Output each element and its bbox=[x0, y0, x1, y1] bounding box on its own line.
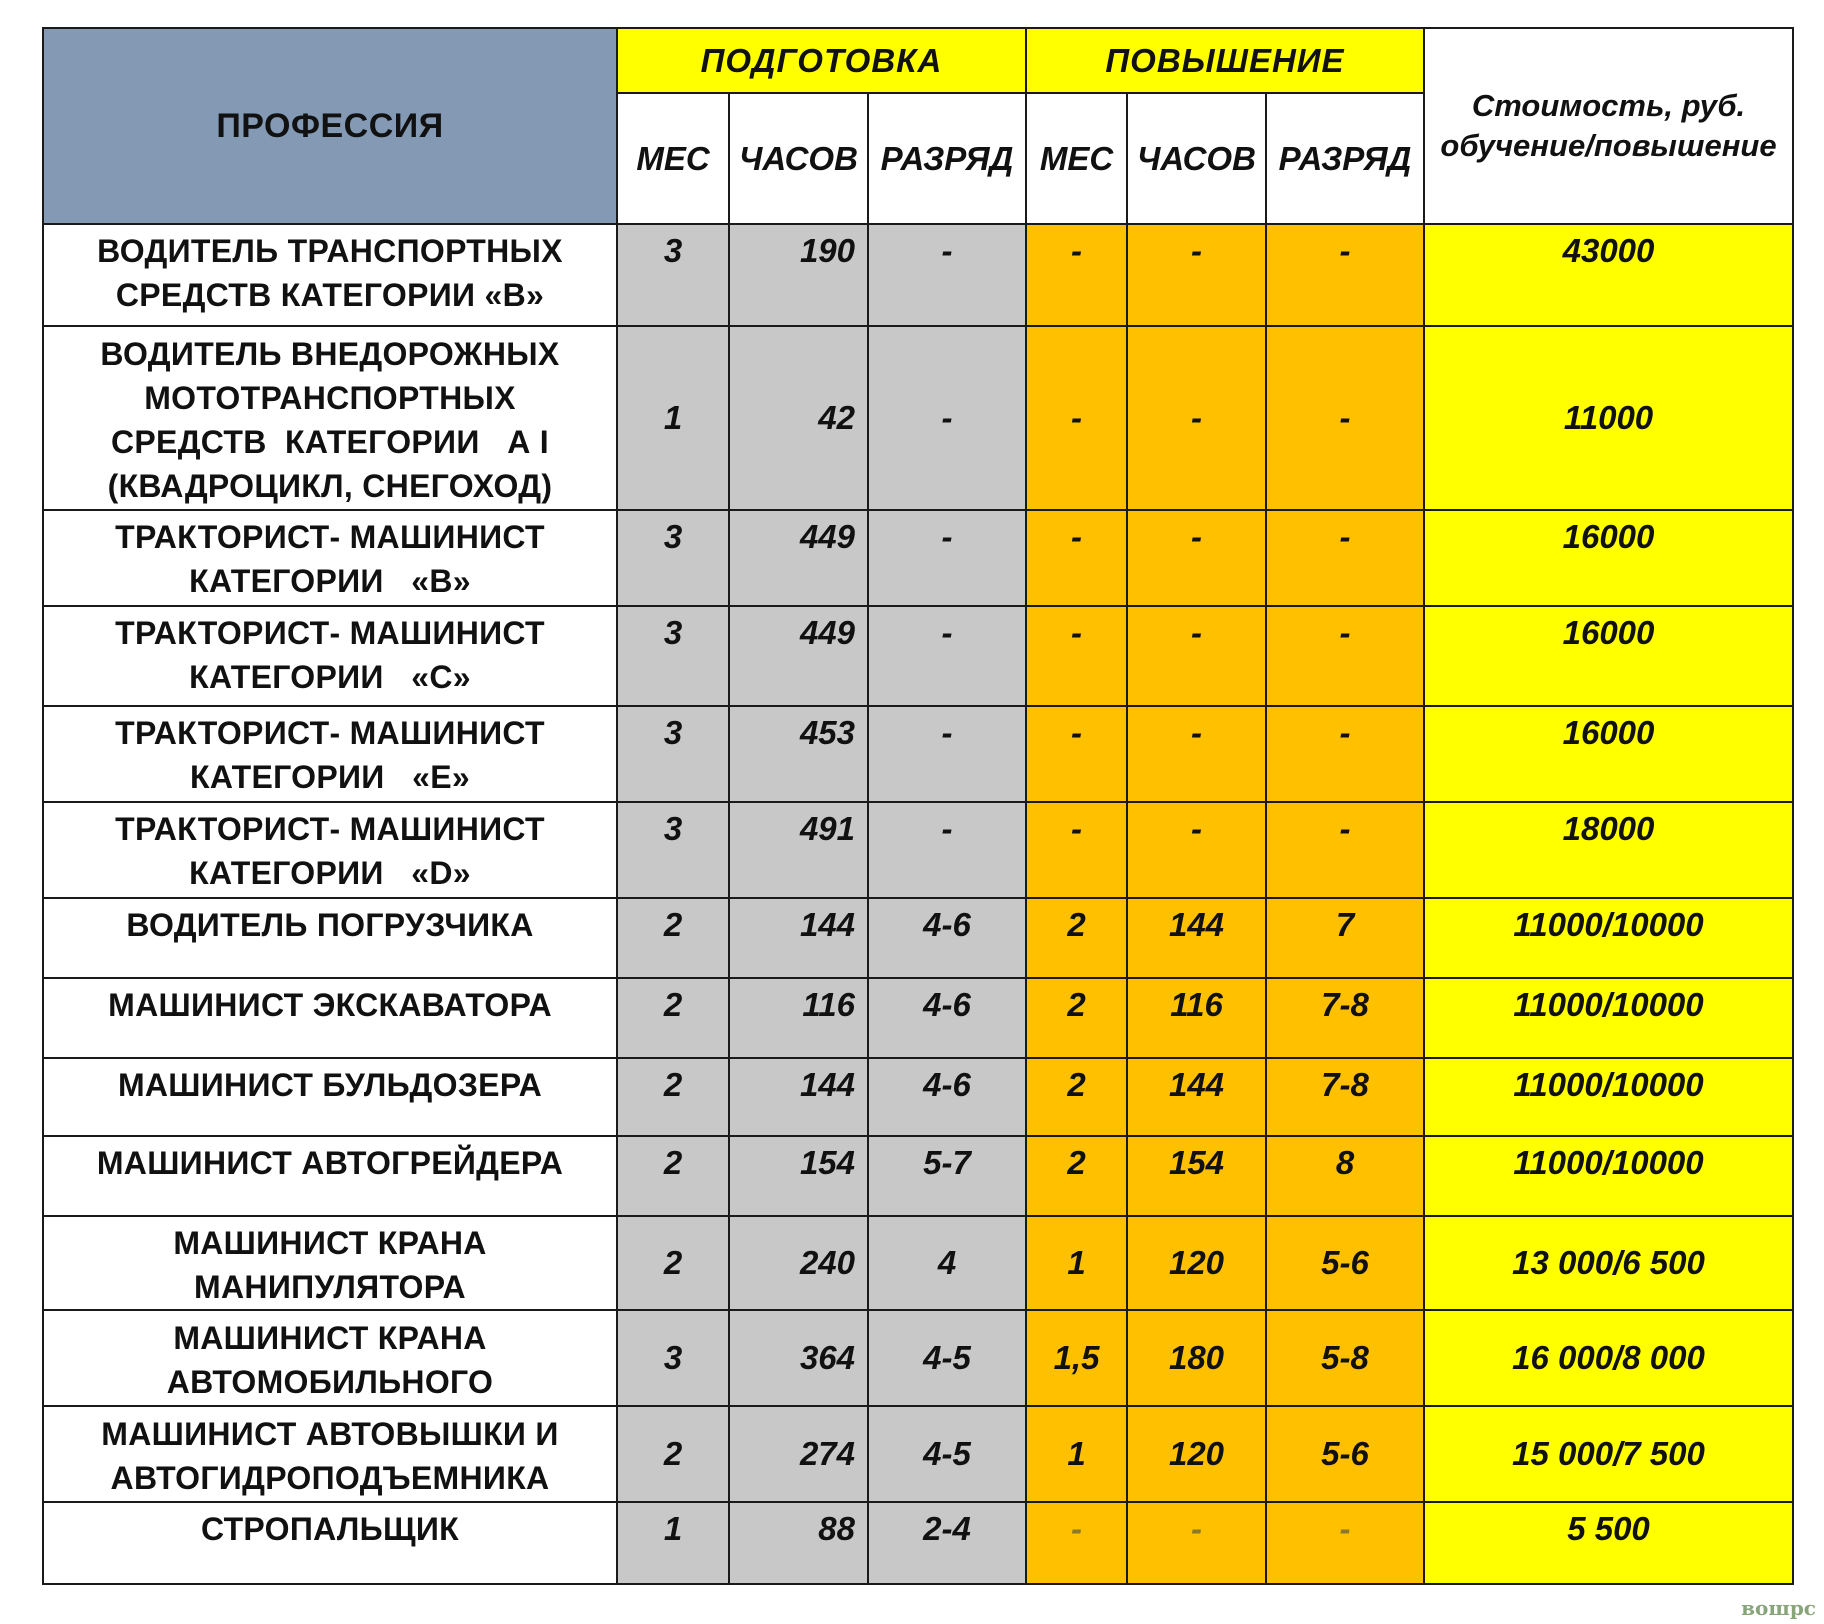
profession-line: АВТОГИДРОПОДЪЕМНИКА bbox=[110, 1460, 550, 1496]
upgrade-hours-cell: 120 bbox=[1127, 1216, 1266, 1310]
upgrade-grade-cell: 7-8 bbox=[1266, 978, 1424, 1058]
table-row bbox=[43, 898, 1793, 978]
upgrade-months-cell: - bbox=[1026, 802, 1127, 898]
profession-cell bbox=[43, 1310, 617, 1406]
upgrade-group-header: ПОВЫШЕНИЕ bbox=[1026, 28, 1424, 93]
cost-cell: 11000/10000 bbox=[1424, 1058, 1793, 1136]
upgrade-months-cell: - bbox=[1026, 510, 1127, 606]
upgrade-hours-cell: - bbox=[1127, 706, 1266, 802]
training-hours-cell: 453 bbox=[729, 706, 868, 802]
training-grade-cell: - bbox=[868, 510, 1026, 606]
training-hours-cell: 449 bbox=[729, 510, 868, 606]
training-grade-cell: 4-6 bbox=[868, 1058, 1026, 1136]
profession-line: МАШИНИСТ БУЛЬДОЗЕРА bbox=[117, 1067, 543, 1103]
profession-cell bbox=[43, 1502, 617, 1584]
cost-header-line2: обучение/повышение bbox=[1440, 128, 1777, 163]
profession-cell bbox=[43, 978, 617, 1058]
upgrade-months-cell: - bbox=[1026, 606, 1127, 706]
training-grade-cell: - bbox=[868, 802, 1026, 898]
training-months-cell: 1 bbox=[617, 326, 729, 510]
cost-cell: 11000/10000 bbox=[1424, 978, 1793, 1058]
training-hours-cell: 190 bbox=[729, 224, 868, 326]
training-grade-cell: 4-5 bbox=[868, 1310, 1026, 1406]
training-grade-header: РАЗРЯД bbox=[868, 93, 1026, 224]
table-row bbox=[43, 326, 1793, 510]
profession-cell bbox=[43, 1136, 617, 1216]
upgrade-months-cell: 2 bbox=[1026, 1058, 1127, 1136]
upgrade-hours-cell: 154 bbox=[1127, 1136, 1266, 1216]
training-hours-cell: 144 bbox=[729, 898, 868, 978]
profession-cell bbox=[43, 706, 617, 802]
training-months-cell: 2 bbox=[617, 1406, 729, 1502]
training-months-cell: 3 bbox=[617, 224, 729, 326]
training-grade-cell: - bbox=[868, 606, 1026, 706]
upgrade-hours-cell: - bbox=[1127, 326, 1266, 510]
cost-cell: 15 000/7 500 bbox=[1424, 1406, 1793, 1502]
header-row-groups bbox=[43, 28, 1793, 93]
training-hours-cell: 116 bbox=[729, 978, 868, 1058]
table-row bbox=[43, 1058, 1793, 1136]
watermark-logo: вошрс bbox=[1741, 1596, 1816, 1620]
training-grade-cell: 4 bbox=[868, 1216, 1026, 1310]
upgrade-grade-cell: - bbox=[1266, 802, 1424, 898]
profession-line: КАТЕГОРИИ «D» bbox=[189, 855, 471, 891]
cost-cell: 16000 bbox=[1424, 706, 1793, 802]
upgrade-months-cell: 1 bbox=[1026, 1406, 1127, 1502]
profession-line: МАШИНИСТ АВТОВЫШКИ И bbox=[101, 1416, 559, 1452]
upgrade-hours-cell: - bbox=[1127, 510, 1266, 606]
upgrade-hours-header: ЧАСОВ bbox=[1127, 93, 1266, 224]
table-row bbox=[43, 706, 1793, 802]
upgrade-hours-cell: 120 bbox=[1127, 1406, 1266, 1502]
upgrade-grade-cell: - bbox=[1266, 510, 1424, 606]
profession-line: ВОДИТЕЛЬ ВНЕДОРОЖНЫХ bbox=[100, 336, 560, 372]
upgrade-months-cell: - bbox=[1026, 326, 1127, 510]
profession-line: МАНИПУЛЯТОРА bbox=[194, 1269, 466, 1305]
upgrade-grade-cell: - bbox=[1266, 224, 1424, 326]
training-grade-cell: 5-7 bbox=[868, 1136, 1026, 1216]
upgrade-months-cell: - bbox=[1026, 1502, 1127, 1584]
profession-line: АВТОМОБИЛЬНОГО bbox=[166, 1364, 494, 1400]
upgrade-grade-header: РАЗРЯД bbox=[1266, 93, 1424, 224]
profession-line: КАТЕГОРИИ «В» bbox=[189, 563, 471, 599]
table-row bbox=[43, 1502, 1793, 1584]
training-hours-cell: 154 bbox=[729, 1136, 868, 1216]
training-hours-cell: 491 bbox=[729, 802, 868, 898]
upgrade-grade-cell: 5-6 bbox=[1266, 1406, 1424, 1502]
profession-line: МАШИНИСТ КРАНА bbox=[173, 1320, 487, 1356]
upgrade-grade-cell: - bbox=[1266, 606, 1424, 706]
training-months-cell: 3 bbox=[617, 510, 729, 606]
profession-line: ВОДИТЕЛЬ ПОГРУЗЧИКА bbox=[126, 907, 534, 943]
table-row bbox=[43, 978, 1793, 1058]
training-group-header: ПОДГОТОВКА bbox=[617, 28, 1026, 93]
profession-cell bbox=[43, 802, 617, 898]
profession-cell bbox=[43, 1406, 617, 1502]
training-months-cell: 3 bbox=[617, 706, 729, 802]
cost-cell: 11000 bbox=[1424, 326, 1793, 510]
training-hours-cell: 274 bbox=[729, 1406, 868, 1502]
training-hours-cell: 240 bbox=[729, 1216, 868, 1310]
training-hours-cell: 88 bbox=[729, 1502, 868, 1584]
training-hours-cell: 42 bbox=[729, 326, 868, 510]
profession-line: ТРАКТОРИСТ- МАШИНИСТ bbox=[115, 519, 545, 555]
upgrade-months-cell: 2 bbox=[1026, 1136, 1127, 1216]
cost-cell: 5 500 bbox=[1424, 1502, 1793, 1584]
cost-header bbox=[1424, 28, 1793, 224]
training-months-cell: 3 bbox=[617, 802, 729, 898]
training-hours-cell: 144 bbox=[729, 1058, 868, 1136]
training-grade-cell: 2-4 bbox=[868, 1502, 1026, 1584]
profession-line: ВОДИТЕЛЬ ТРАНСПОРТНЫХ bbox=[97, 233, 563, 269]
profession-line: СРЕДСТВ КАТЕГОРИИ «В» bbox=[115, 277, 545, 313]
upgrade-months-cell: 2 bbox=[1026, 898, 1127, 978]
training-months-cell: 2 bbox=[617, 978, 729, 1058]
upgrade-months-header: МЕС bbox=[1026, 93, 1127, 224]
upgrade-months-cell: - bbox=[1026, 224, 1127, 326]
table-row bbox=[43, 510, 1793, 606]
cost-cell: 18000 bbox=[1424, 802, 1793, 898]
training-grade-cell: 4-5 bbox=[868, 1406, 1026, 1502]
profession-line: СТРОПАЛЬЩИК bbox=[200, 1511, 460, 1547]
upgrade-hours-cell: 180 bbox=[1127, 1310, 1266, 1406]
upgrade-grade-cell: 5-8 bbox=[1266, 1310, 1424, 1406]
upgrade-grade-cell: - bbox=[1266, 1502, 1424, 1584]
cost-cell: 11000/10000 bbox=[1424, 1136, 1793, 1216]
profession-cell bbox=[43, 1216, 617, 1310]
cost-cell: 43000 bbox=[1424, 224, 1793, 326]
table-row bbox=[43, 1310, 1793, 1406]
profession-line: (КВАДРОЦИКЛ, СНЕГОХОД) bbox=[107, 468, 553, 504]
table-row bbox=[43, 802, 1793, 898]
profession-cell bbox=[43, 510, 617, 606]
upgrade-grade-cell: 5-6 bbox=[1266, 1216, 1424, 1310]
profession-cell bbox=[43, 606, 617, 706]
upgrade-grade-cell: - bbox=[1266, 326, 1424, 510]
training-months-header: МЕС bbox=[617, 93, 729, 224]
cost-header-line1: Стоимость, руб. bbox=[1471, 88, 1746, 123]
table-row bbox=[43, 1216, 1793, 1310]
training-months-cell: 3 bbox=[617, 606, 729, 706]
table-row bbox=[43, 1406, 1793, 1502]
training-hours-cell: 449 bbox=[729, 606, 868, 706]
table-body bbox=[43, 28, 1793, 1584]
upgrade-hours-cell: - bbox=[1127, 606, 1266, 706]
training-months-cell: 2 bbox=[617, 1058, 729, 1136]
training-months-cell: 2 bbox=[617, 1216, 729, 1310]
cost-cell: 16000 bbox=[1424, 510, 1793, 606]
profession-header: ПРОФЕССИЯ bbox=[43, 28, 617, 224]
profession-line: МОТОТРАНСПОРТНЫХ bbox=[144, 380, 516, 416]
profession-line: ТРАКТОРИСТ- МАШИНИСТ bbox=[115, 615, 545, 651]
upgrade-hours-cell: - bbox=[1127, 1502, 1266, 1584]
cost-cell: 16000 bbox=[1424, 606, 1793, 706]
profession-line: СРЕДСТВ КАТЕГОРИИ А I bbox=[111, 424, 549, 460]
cost-cell: 16 000/8 000 bbox=[1424, 1310, 1793, 1406]
table-row bbox=[43, 1136, 1793, 1216]
training-months-cell: 3 bbox=[617, 1310, 729, 1406]
training-grade-cell: 4-6 bbox=[868, 978, 1026, 1058]
upgrade-months-cell: 2 bbox=[1026, 978, 1127, 1058]
training-price-table bbox=[42, 27, 1794, 1585]
training-hours-cell: 364 bbox=[729, 1310, 868, 1406]
training-grade-cell: - bbox=[868, 224, 1026, 326]
profession-line: КАТЕГОРИИ «С» bbox=[189, 659, 471, 695]
training-months-cell: 2 bbox=[617, 1136, 729, 1216]
upgrade-hours-cell: - bbox=[1127, 224, 1266, 326]
upgrade-hours-cell: 144 bbox=[1127, 898, 1266, 978]
training-months-cell: 1 bbox=[617, 1502, 729, 1584]
training-grade-cell: - bbox=[868, 326, 1026, 510]
profession-cell bbox=[43, 326, 617, 510]
profession-cell bbox=[43, 1058, 617, 1136]
upgrade-hours-cell: 144 bbox=[1127, 1058, 1266, 1136]
upgrade-months-cell: 1 bbox=[1026, 1216, 1127, 1310]
cost-cell: 13 000/6 500 bbox=[1424, 1216, 1793, 1310]
table-row bbox=[43, 606, 1793, 706]
profession-line: КАТЕГОРИИ «Е» bbox=[190, 759, 470, 795]
upgrade-months-cell: 1,5 bbox=[1026, 1310, 1127, 1406]
upgrade-grade-cell: 7 bbox=[1266, 898, 1424, 978]
training-grade-cell: - bbox=[868, 706, 1026, 802]
training-months-cell: 2 bbox=[617, 898, 729, 978]
upgrade-grade-cell: 7-8 bbox=[1266, 1058, 1424, 1136]
upgrade-hours-cell: - bbox=[1127, 802, 1266, 898]
profession-cell bbox=[43, 224, 617, 326]
upgrade-grade-cell: 8 bbox=[1266, 1136, 1424, 1216]
profession-line: ТРАКТОРИСТ- МАШИНИСТ bbox=[115, 715, 545, 751]
upgrade-hours-cell: 116 bbox=[1127, 978, 1266, 1058]
upgrade-months-cell: - bbox=[1026, 706, 1127, 802]
table-row bbox=[43, 224, 1793, 326]
cost-cell: 11000/10000 bbox=[1424, 898, 1793, 978]
profession-cell bbox=[43, 898, 617, 978]
profession-line: МАШИНИСТ КРАНА bbox=[173, 1225, 487, 1261]
profession-line: МАШИНИСТ АВТОГРЕЙДЕРА bbox=[96, 1145, 564, 1181]
training-grade-cell: 4-6 bbox=[868, 898, 1026, 978]
profession-line: МАШИНИСТ ЭКСКАВАТОРА bbox=[108, 987, 552, 1023]
upgrade-grade-cell: - bbox=[1266, 706, 1424, 802]
profession-line: ТРАКТОРИСТ- МАШИНИСТ bbox=[115, 811, 545, 847]
training-hours-header: ЧАСОВ bbox=[729, 93, 868, 224]
